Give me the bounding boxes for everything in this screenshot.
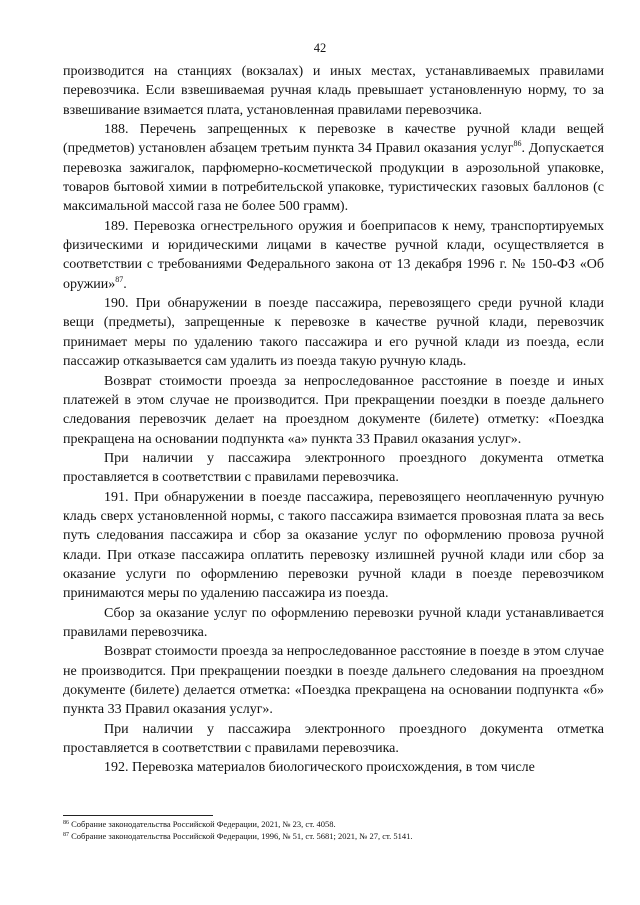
paragraph-text: 189. Перевозка огнестрельного оружия и боеприпасов к нему, транспортируемых физическими и юридическими лицами в качестве ручной клади, осуществляется в соответствии с требованиями Федерального закона от 13 декабря 1996 г. № 150-ФЗ «Об оружии» <box>63 218 604 292</box>
paragraph-text: При наличии у пассажира электронного проездного документа отметка проставляется в соответствии с правилами перевозчика. <box>63 450 604 486</box>
paragraph-text: Сбор за оказание услуг по оформлению перевозки ручной клади устанавливается правилами перевозчика. <box>63 605 604 640</box>
footnotes <box>63 819 604 842</box>
paragraph-191 <box>63 488 604 604</box>
footnote-mark: 86 <box>63 820 69 826</box>
paragraph-text: Возврат стоимости проезда за непроследованное расстояние в поезде и иных платежей в этом случае не производится. При прекращении поездки в поезде дальнего следования перевозчик делает на проездном документе (билете) отметку: «Поездка прекращена на основании подпункта «а» пункта 33 Правил оказания услуг». <box>63 373 604 447</box>
footnote-86 <box>63 819 604 831</box>
paragraph-text: При наличии у пассажира электронного проездного документа отметка проставляется в соответствии с правилами перевозчика. <box>63 721 604 757</box>
footnote-mark: 87 <box>63 831 69 838</box>
paragraph-188 <box>63 120 604 217</box>
paragraph-192 <box>63 758 604 777</box>
footnote-87 <box>63 831 604 843</box>
paragraph-190 <box>63 294 604 371</box>
paragraph-191-fee <box>63 604 604 643</box>
paragraph-text: 192. Перевозка материалов биологического происхождения, в том числе <box>104 760 535 776</box>
footnote-text: Собрание законодательства Российской Федерации, 1996, № 51, ст. 5681; 2021, № 27, ст. 5141. <box>69 830 413 841</box>
paragraph-189 <box>63 217 604 294</box>
paragraph-191-electronic <box>63 720 604 759</box>
footnote-text: Собрание законодательства Российской Федерации, 2021, № 23, ст. 4058. <box>69 819 336 829</box>
paragraph-text: производится на станциях (вокзалах) и иных местах, устанавливаемых правилами перевозчика. Если взвешиваемая ручная кладь превышает установленную норму, то за взвешивание взимается плата, установленная правилами перевозчика. <box>63 64 604 118</box>
footnote-ref-86[interactable]: 86 <box>513 139 522 149</box>
paragraph-text: 188. Перечень запрещенных к перевозке в качестве ручной клади вещей (предметов) установлен абзацем третьим пункта 34 Правил оказания услуг <box>63 122 604 157</box>
paragraph-text: 190. При обнаружении в поезде пассажира, перевозящего среди ручной клади вещи (предметы), запрещенные к перевозке в качестве ручной клади, перевозчик принимает меры по удалению такого пассажира и его ручной клади из поезда, если пассажир отказывается сам удалить из поезда такую ручную кладь. <box>63 296 604 370</box>
footnote-divider <box>63 815 213 816</box>
paragraph-text-after: . Допускается перевозка зажигалок, парфюмерно-косметической продукции в аэрозольной упаковке, товаров бытовой химии в потребительской упаковке, туристических газовых баллонов (с максимальной массой газа не более 500 грамм). <box>63 141 605 215</box>
paragraph-continuation <box>63 62 604 120</box>
page-number: 42 <box>313 41 327 55</box>
footnote-ref-87[interactable]: 87 <box>115 274 124 284</box>
paragraph-190-electronic <box>63 449 604 488</box>
paragraph-text-after: . <box>123 276 127 292</box>
paragraph-text: 191. При обнаружении в поезде пассажира, перевозящего неоплаченную ручную кладь сверх установленной нормы, с такого пассажира взимается провозная плата за весь путь следования пассажира и сбор за оказание услуг по оформлению провоза ручной клади. При отказе пассажира оплатить перевозку излишней ручной клади или сбор за оказание услуги по оформлению перевозки ручной клади в поезде перевозчиком принимаются меры по удалению пассажира из поезда. <box>63 489 604 602</box>
paragraph-191-refund <box>63 642 604 719</box>
paragraph-190-refund <box>63 372 604 449</box>
body-text <box>63 62 604 778</box>
paragraph-text: Возврат стоимости проезда за непроследованное расстояние в поезде в этом случае не производится. При прекращении поездки в поезде дальнего следования на проездном документе (билете) делается отметка: «Поездка прекращена на основании подпункта «б» пункта 33 Правил оказания услуг». <box>63 644 604 718</box>
